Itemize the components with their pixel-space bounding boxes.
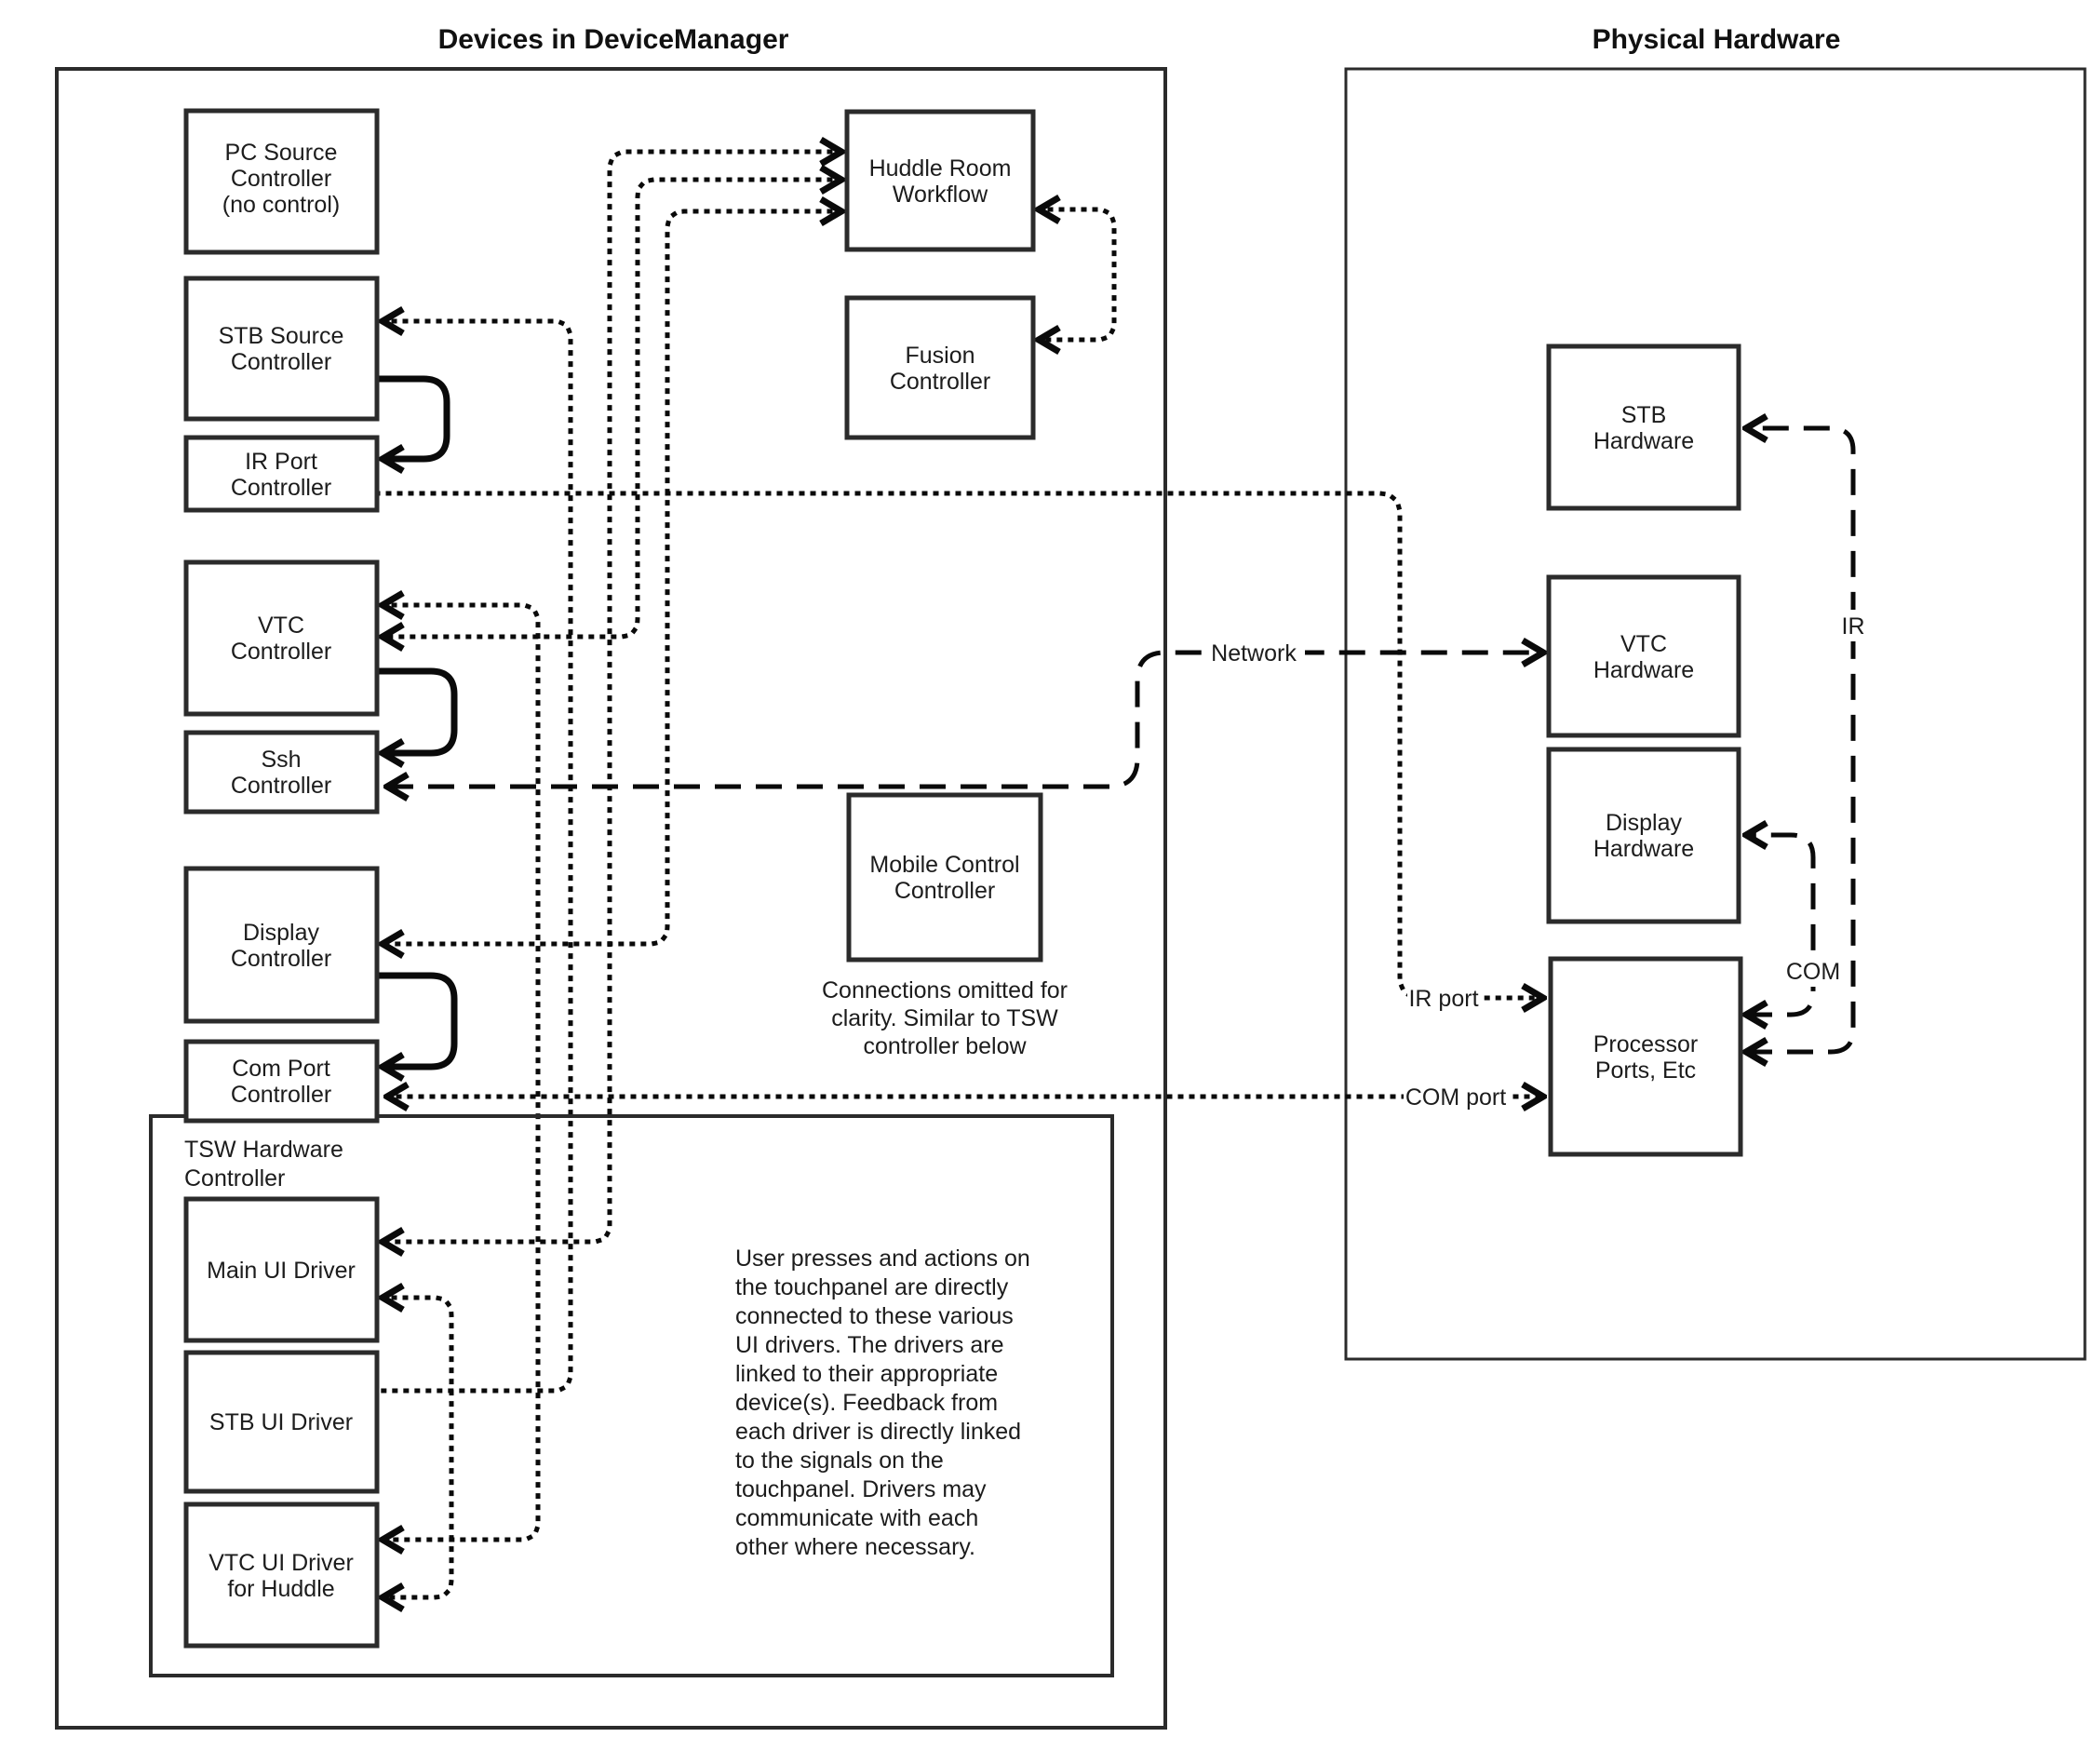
huddle-label: Huddle Room xyxy=(868,155,1012,182)
svg-text:each driver is directly linked: each driver is directly linked xyxy=(735,1419,1022,1445)
svg-text:Connections omitted for: Connections omitted for xyxy=(821,977,1069,1003)
link-display-to-com-port xyxy=(377,976,454,1067)
svg-text:the touchpanel are directly: the touchpanel are directly xyxy=(735,1274,1009,1300)
mobile-label: Mobile Control xyxy=(869,852,1020,878)
box-stb-hardware xyxy=(1549,346,1739,508)
box-main-ui-driver xyxy=(186,1199,377,1340)
svg-text:controller below: controller below xyxy=(863,1033,1027,1059)
svg-text:IR: IR xyxy=(1841,613,1865,640)
svg-text:Controller: Controller xyxy=(230,475,332,501)
stb-source-label: STB Source xyxy=(218,323,344,349)
tsw-note-paragraph xyxy=(735,1246,1030,1560)
svg-text:device(s). Feedback from: device(s). Feedback from xyxy=(735,1390,999,1416)
box-fusion-controller xyxy=(847,298,1033,438)
physical-section-title: Physical Hardware xyxy=(1592,24,1841,55)
vtc-ui-label: VTC UI Driver xyxy=(208,1550,354,1576)
box-display-hardware xyxy=(1549,749,1739,922)
box-display-controller xyxy=(186,869,377,1021)
svg-text:for Huddle: for Huddle xyxy=(227,1576,335,1602)
svg-text:Hardware: Hardware xyxy=(1593,836,1695,862)
com-line-label xyxy=(1786,955,1840,987)
svg-text:Controller: Controller xyxy=(889,369,991,395)
svg-text:to the signals on the: to the signals on the xyxy=(735,1448,944,1474)
svg-text:UI drivers. The drivers are: UI drivers. The drivers are xyxy=(735,1332,1004,1358)
link-ssh-to-vtc-hardware xyxy=(387,653,1543,787)
stb-hw-label: STB xyxy=(1620,402,1667,428)
pc-source-label: PC Source xyxy=(224,140,338,166)
network-line-label xyxy=(1203,637,1305,668)
link-vtc-to-ssh xyxy=(377,671,454,753)
link-main-ui-to-vtc-ui xyxy=(383,1298,451,1597)
tsw-label-line2: Controller xyxy=(184,1165,286,1192)
svg-text:(no control): (no control) xyxy=(222,192,341,218)
svg-text:connected to these various: connected to these various xyxy=(735,1303,1014,1329)
svg-text:Ports, Etc: Ports, Etc xyxy=(1594,1057,1697,1084)
link-huddle-to-fusion xyxy=(1039,209,1114,340)
svg-text:IR port: IR port xyxy=(1408,986,1479,1012)
box-ssh-controller xyxy=(186,733,377,812)
box-com-port-controller xyxy=(186,1042,377,1121)
svg-text:communicate with each: communicate with each xyxy=(735,1505,979,1531)
box-vtc-controller xyxy=(186,562,377,714)
mobile-note xyxy=(822,977,1068,1059)
processor-label: Processor xyxy=(1593,1031,1699,1057)
link-vtc-ui-to-vtc-controller xyxy=(383,605,538,1540)
svg-text:other where necessary.: other where necessary. xyxy=(735,1534,975,1560)
svg-text:Controller: Controller xyxy=(230,166,332,192)
svg-text:Workflow: Workflow xyxy=(892,182,988,208)
svg-text:touchpanel. Drivers may: touchpanel. Drivers may xyxy=(735,1476,987,1502)
box-huddle-room-workflow xyxy=(847,112,1033,249)
link-stb-source-to-ir-port xyxy=(377,379,447,459)
box-stb-ui-driver xyxy=(186,1353,377,1491)
stb-ui-label: STB UI Driver xyxy=(208,1409,354,1435)
display-hw-label: Display xyxy=(1606,810,1682,836)
vtc-controller-label: VTC xyxy=(258,613,304,639)
svg-text:User presses and actions on: User presses and actions on xyxy=(735,1246,1030,1272)
svg-text:Controller: Controller xyxy=(230,773,332,799)
box-pc-source-controller xyxy=(186,111,377,252)
box-vtc-hardware xyxy=(1549,577,1739,735)
svg-text:clarity. Similar to TSW: clarity. Similar to TSW xyxy=(831,1005,1058,1031)
ir-line-label xyxy=(1835,610,1871,641)
box-processor-ports xyxy=(1551,959,1741,1154)
link-processor-to-display-com xyxy=(1746,835,1813,1015)
svg-text:Hardware: Hardware xyxy=(1593,428,1695,454)
ir-port-label: IR Port xyxy=(245,449,317,475)
svg-text:COM port: COM port xyxy=(1405,1084,1507,1111)
com-port-line-label xyxy=(1404,1081,1508,1112)
com-port-label: Com Port xyxy=(232,1056,330,1082)
fusion-label: Fusion xyxy=(905,343,975,369)
svg-text:Hardware: Hardware xyxy=(1593,657,1695,683)
tsw-label: TSW Hardware xyxy=(184,1137,343,1163)
link-stb-ui-to-stb-source xyxy=(377,321,571,1391)
svg-text:Controller: Controller xyxy=(230,1082,332,1108)
ir-port-line-label xyxy=(1407,982,1480,1014)
box-ir-port-controller xyxy=(186,438,377,510)
main-ui-label: Main UI Driver xyxy=(207,1258,356,1284)
display-controller-label: Display xyxy=(243,920,319,946)
svg-text:Controller: Controller xyxy=(230,639,332,665)
svg-text:linked to their appropriate: linked to their appropriate xyxy=(735,1361,999,1387)
svg-text:Network: Network xyxy=(1211,640,1297,667)
svg-text:Controller: Controller xyxy=(230,349,332,375)
vtc-hw-label: VTC xyxy=(1620,631,1667,657)
svg-text:Controller: Controller xyxy=(230,946,332,972)
svg-text:COM: COM xyxy=(1785,959,1841,985)
box-mobile-control-controller xyxy=(849,795,1041,960)
devices-section-title: Devices in DeviceManager xyxy=(437,24,789,55)
box-stb-source-controller xyxy=(186,278,377,419)
ssh-label: Ssh xyxy=(261,747,302,773)
svg-text:Controller: Controller xyxy=(894,878,996,904)
box-vtc-ui-driver xyxy=(186,1504,377,1646)
